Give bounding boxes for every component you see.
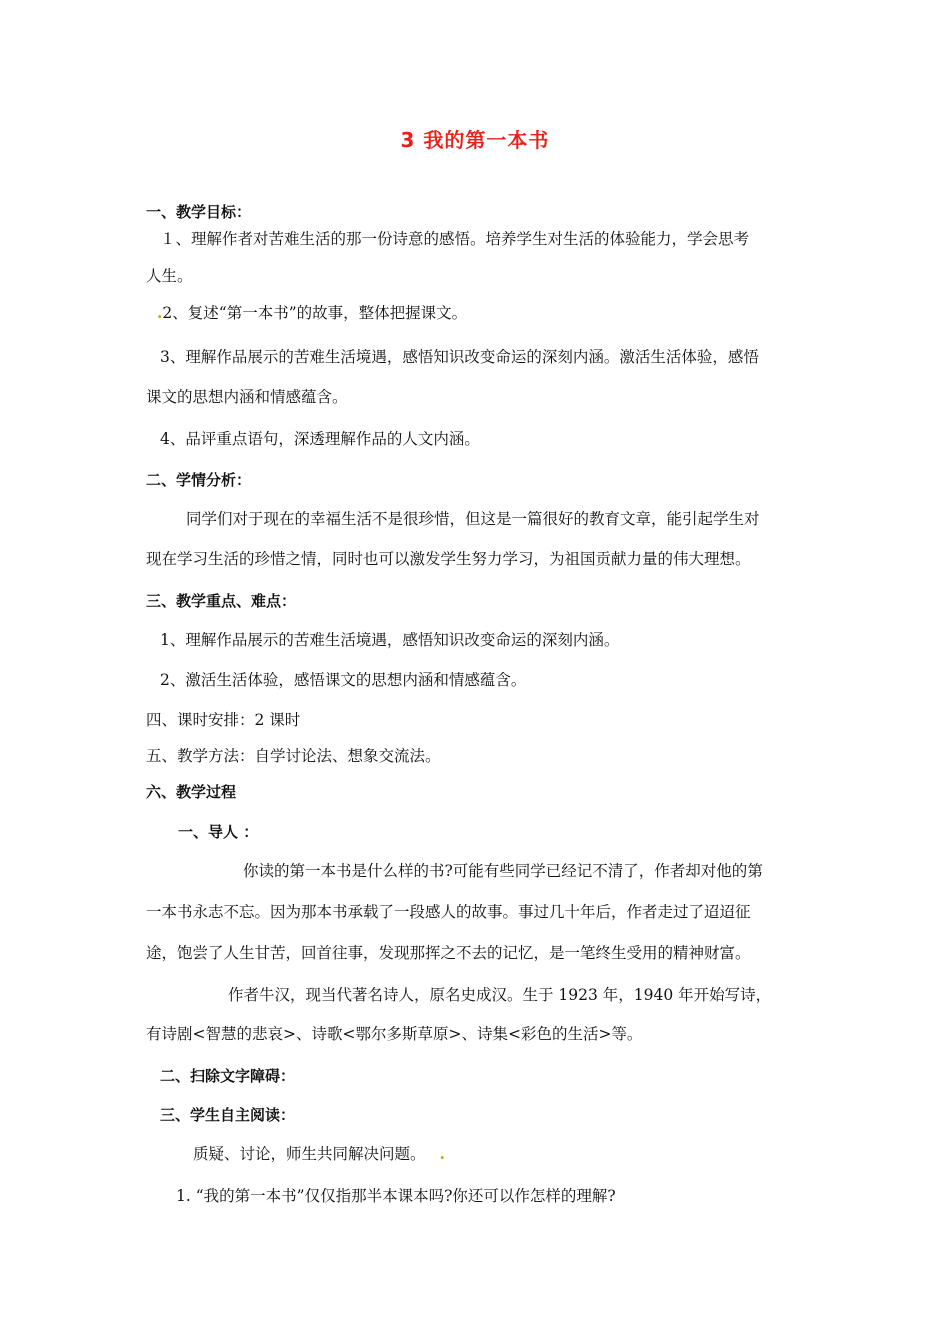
objective-3-line-2: 课文的思想内涵和情感蕴含。 [146, 388, 348, 406]
marker-dot-icon: . [157, 303, 163, 322]
objective-1-line-2: 人生。 [146, 267, 193, 285]
subsection-intro-heading: 一、导人 ： [178, 823, 259, 841]
marker-dot-icon-2: . [439, 1144, 445, 1163]
intro-line-3: 途，饱尝了人生甘苦，回首往事，发现那挥之不去的记忆，是一笔终生受用的精神财富。 [146, 944, 751, 962]
section-1-heading: 一、教学目标： [146, 203, 252, 221]
question-1-line: 1. “我的第一本书”仅仅指那半本课本吗?你还可以作怎样的理解? [176, 1187, 616, 1205]
keypoint-2-line: 2、激活生活体验，感悟课文的思想内涵和情感蕴含。 [160, 671, 527, 689]
objective-2-line [157, 303, 467, 323]
subsection-vocab-heading: 二、扫除文字障碍： [160, 1067, 296, 1085]
objective-4-line: 4、品评重点语句，深透理解作品的人文内涵。 [160, 430, 480, 448]
intro-line-2: 一本书永志不忘。因为那本书承载了一段感人的故事。事过几十年后，作者走过了迢迢征 [146, 903, 751, 921]
page-title: 3 我的第一本书 [400, 128, 550, 152]
keypoint-1-line: 1、理解作品展示的苦难生活境遇，感悟知识改变命运的深刻内涵。 [160, 631, 620, 649]
reading-text: 质疑、讨论，师生共同解决问题。 [193, 1145, 426, 1163]
section-5-line: 五、教学方法：自学讨论法、想象交流法。 [146, 747, 441, 765]
intro-line-1: 你读的第一本书是什么样的书?可能有些同学已经记不清了，作者却对他的第 [243, 862, 763, 880]
objective-1-line-1: １、理解作者对苦难生活的那一份诗意的感悟。培养学生对生活的体验能力，学会思考 [160, 230, 750, 248]
analysis-line-1: 同学们对于现在的幸福生活不是很珍惜，但这是一篇很好的教育文章，能引起学生对 [186, 510, 760, 528]
section-4-line: 四、课时安排：2 课时 [146, 711, 301, 729]
section-2-heading: 二、学情分析： [146, 471, 252, 489]
subsection-reading-heading: 三、学生自主阅读： [160, 1106, 296, 1124]
section-6-heading: 六、教学过程 [146, 783, 237, 801]
reading-line [193, 1144, 445, 1164]
objective-2-text: 2、复述“第一本书”的故事，整体把握课文。 [162, 304, 468, 322]
section-3-heading: 三、教学重点、难点： [146, 592, 297, 610]
analysis-line-2: 现在学习生活的珍惜之情，同时也可以激发学生努力学习，为祖国贡献力量的伟大理想。 [146, 550, 751, 568]
author-line-1: 作者牛汉，现当代著名诗人，原名史成汉。生于 1923 年，1940 年开始写诗， [228, 986, 772, 1004]
objective-3-line-1: 3、理解作品展示的苦难生活境遇，感悟知识改变命运的深刻内涵。激活生活体验，感悟 [160, 348, 759, 366]
author-line-2: 有诗剧<智慧的悲哀>、诗歌<鄂尔多斯草原>、诗集<彩色的生活>等。 [146, 1025, 643, 1043]
